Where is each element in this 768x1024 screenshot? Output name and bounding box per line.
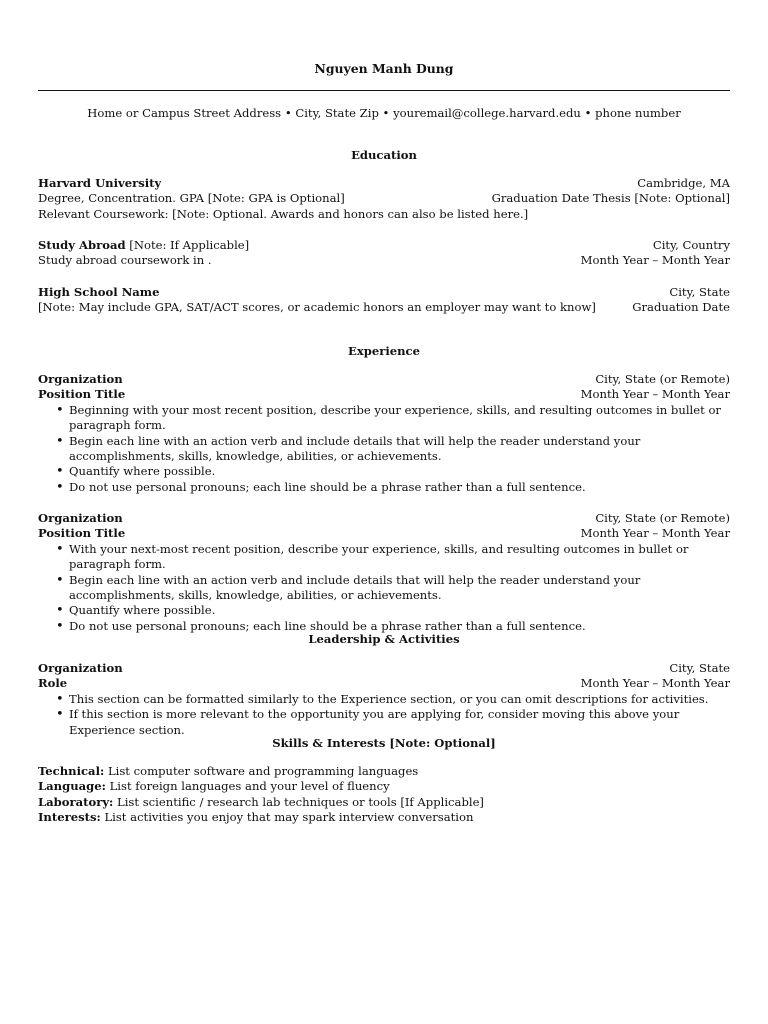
education-entry-harvard: [38, 176, 730, 222]
organization-name: Organization: [38, 372, 123, 386]
skill-row-laboratory: [38, 795, 730, 810]
study-abroad-location: City, Country: [652, 238, 730, 252]
header-divider: [38, 90, 730, 91]
skill-label: Laboratory:: [38, 794, 114, 809]
organization-name: Organization: [38, 511, 123, 525]
position-title: Position Title: [38, 526, 126, 541]
bullet-item: • Quantify where possible.: [38, 603, 730, 618]
leadership-entry: [38, 661, 730, 738]
high-school-location: City, State: [669, 285, 730, 299]
experience-bullets: [38, 542, 730, 634]
education-entry-study-abroad: [38, 238, 730, 269]
degree-line: Degree, Concentration. GPA [Note: GPA is Optional]: [38, 191, 345, 206]
skill-row-interests: [38, 810, 730, 825]
skill-label: Interests:: [38, 810, 101, 825]
skill-label: Technical:: [38, 764, 105, 778]
high-school-note: [Note: May include GPA, SAT/ACT scores, or academic honors an employer may want to know]: [38, 300, 596, 315]
education-heading: Education: [351, 148, 417, 162]
bullet-item: • This section can be formatted similarly to the Experience section, or you can omit descriptions for activities.: [38, 692, 730, 707]
school-name: Harvard University: [38, 176, 162, 190]
experience-heading: Experience: [348, 344, 420, 358]
education-entry-high-school: [38, 285, 730, 316]
experience-entry-2: [38, 511, 730, 634]
skill-text: List activities you enjoy that may spark interview conversation: [100, 810, 474, 825]
skill-text: List foreign languages and your level of fluency: [105, 779, 390, 794]
organization-name: Organization: [38, 661, 123, 675]
skill-text: List scientific / research lab techniques or tools [If Applicable]: [113, 794, 484, 809]
leadership-heading: Leadership & Activities: [308, 632, 460, 646]
organization-location: City, State (or Remote): [595, 372, 730, 386]
skills-list: [38, 764, 730, 826]
organization-location: City, State: [669, 661, 730, 675]
skill-text: List computer software and programming languages: [104, 764, 419, 778]
leadership-bullets: [38, 692, 730, 738]
skill-label: Language:: [38, 779, 106, 794]
study-abroad-title: Study Abroad: [38, 238, 126, 252]
study-abroad-note: [Note: If Applicable]: [125, 238, 250, 252]
role-title: Role: [38, 676, 68, 691]
bullet-item: • Do not use personal pronouns; each line should be a phrase rather than a full sentence.: [38, 480, 730, 495]
bullet-item: • Begin each line with an action verb and include details that will help the reader understand your accomplishments, skills, knowledge, abilities, or achievements.: [38, 434, 730, 465]
role-dates: Month Year – Month Year: [580, 676, 730, 691]
skill-row-technical: [38, 764, 730, 779]
graduation-line: Graduation Date Thesis [Note: Optional]: [491, 191, 730, 206]
organization-location: City, State (or Remote): [595, 511, 730, 525]
coursework-line: Relevant Coursework: [Note: Optional. Awards and honors can also be listed here.]: [38, 206, 529, 221]
contact-line: Home or Campus Street Address • City, State Zip • youremail@college.harvard.edu • phone number: [87, 106, 681, 120]
bullet-item: • Do not use personal pronouns; each line should be a phrase rather than a full sentence.: [38, 619, 730, 634]
high-school-graduation: Graduation Date: [632, 300, 730, 315]
resume-name: Nguyen Manh Dung: [314, 61, 454, 76]
bullet-item: • Begin each line with an action verb and include details that will help the reader understand your accomplishments, skills, knowledge, abilities, or achievements.: [38, 573, 730, 604]
skill-row-language: [38, 779, 730, 794]
school-location: Cambridge, MA: [637, 176, 730, 190]
bullet-item: • Quantify where possible.: [38, 464, 730, 479]
experience-bullets: [38, 403, 730, 495]
bullet-item: • If this section is more relevant to the opportunity you are applying for, consider moving this above your Experience section.: [38, 707, 730, 738]
skills-heading: Skills & Interests [Note: Optional]: [272, 736, 496, 750]
high-school-name: High School Name: [38, 285, 160, 299]
study-abroad-coursework: Study abroad coursework in .: [38, 253, 212, 268]
experience-entry-1: [38, 372, 730, 495]
study-abroad-dates: Month Year – Month Year: [580, 253, 730, 268]
position-dates: Month Year – Month Year: [580, 387, 730, 402]
bullet-item: • With your next-most recent position, describe your experience, skills, and resulting outcomes in bullet or paragraph form.: [38, 542, 730, 573]
bullet-item: • Beginning with your most recent position, describe your experience, skills, and resulting outcomes in bullet or paragraph form.: [38, 403, 730, 434]
position-dates: Month Year – Month Year: [580, 526, 730, 541]
position-title: Position Title: [38, 387, 126, 402]
